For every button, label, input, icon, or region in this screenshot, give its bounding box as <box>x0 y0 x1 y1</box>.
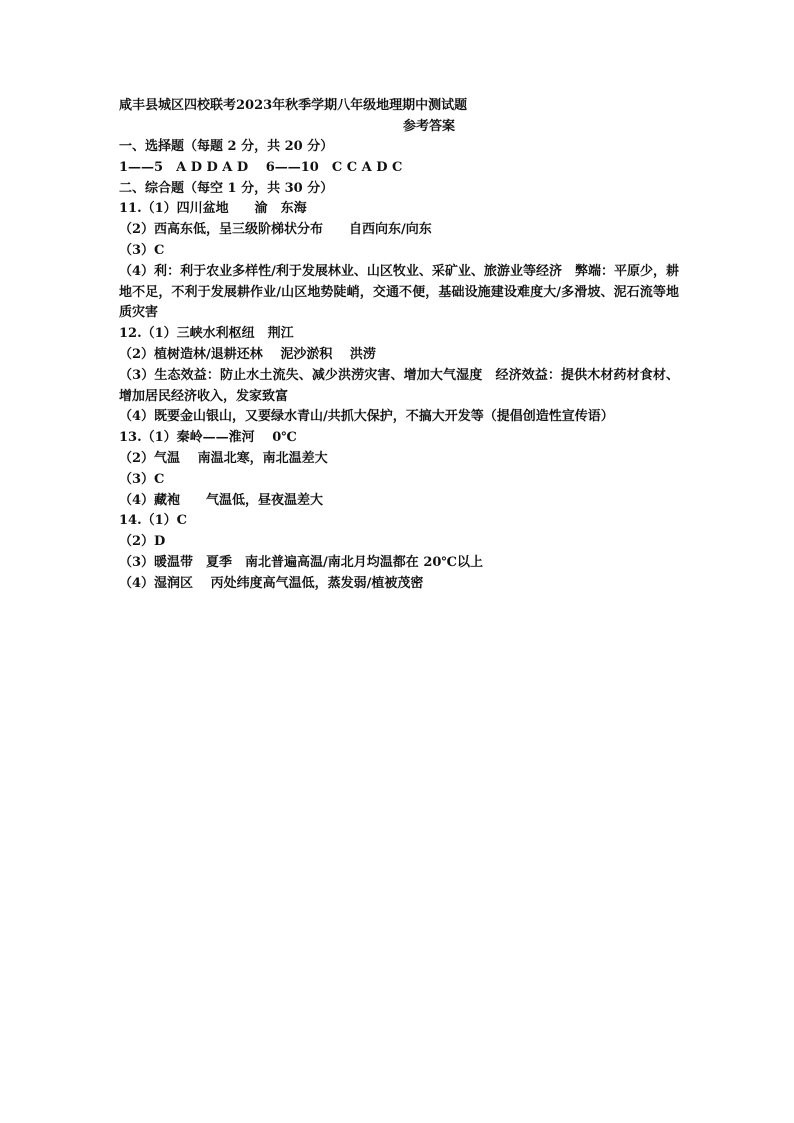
answer-14-4: （4）湿润区 丙处纬度高气温低，蒸发弱/植被茂密 <box>119 575 424 591</box>
answer-14-3: （3）暖温带 夏季 南北普遍高温/南北月均温都在 20℃以上 <box>119 554 483 570</box>
answer-11-3: （3）C <box>119 242 165 258</box>
answer-12-1: 12.（1）三峡水利枢纽 荆江 <box>119 326 294 342</box>
answer-11-1: 11.（1）四川盆地 渝 东海 <box>119 201 307 217</box>
answer-11-2: （2）西高东低，呈三级阶梯状分布 自西向东/向东 <box>119 222 432 238</box>
answer-11-4: （4）利：利于农业多样性/利于发展林业、山区牧业、采矿业、旅游业等经济 弊端：平原少，耕地不足，不利于发展耕作业/山区地势陡峭，交通不便，基础设施建设难度大/多滑坡、泥石流等地质灾害 <box>119 263 679 321</box>
answer-13-3: （3）C <box>119 471 165 487</box>
answer-14-2: （2）D <box>119 534 166 550</box>
answer-13-1: 13.（1）秦岭——淮河 0℃ <box>119 430 297 446</box>
section-heading-comprehensive: 二、综合题（每空 1 分，共 30 分） <box>119 180 334 196</box>
answer-13-2: （2）气温 南温北寒，南北温差大 <box>119 450 328 466</box>
section-heading-choice: 一、选择题（每题 2 分，共 20 分） <box>119 139 334 154</box>
choice-answers: 1——5 A D D A D 6——10 C C A D C <box>119 159 403 175</box>
answer-14-1: 14.（1）C <box>119 513 188 529</box>
document-subtitle: 参考答案 <box>402 119 455 134</box>
answer-document <box>119 95 679 595</box>
answer-12-4: （4）既要金山银山，又要绿水青山/共抓大保护，不搞大开发等（提倡创造性宣传语） <box>119 409 614 425</box>
answer-12-3: （3）生态效益：防止水土流失、减少洪涝灾害、增加大气湿度 经济效益：提供木材药材食材、增加居民经济收入，发家致富 <box>119 367 679 404</box>
answer-12-2: （2）植树造林/退耕还林 泥沙淤积 洪涝 <box>119 346 376 362</box>
answer-13-4: （4）藏袍 气温低，昼夜温差大 <box>119 492 324 508</box>
document-title: 咸丰县城区四校联考2023年秋季学期八年级地理期中测试题 <box>119 98 468 113</box>
